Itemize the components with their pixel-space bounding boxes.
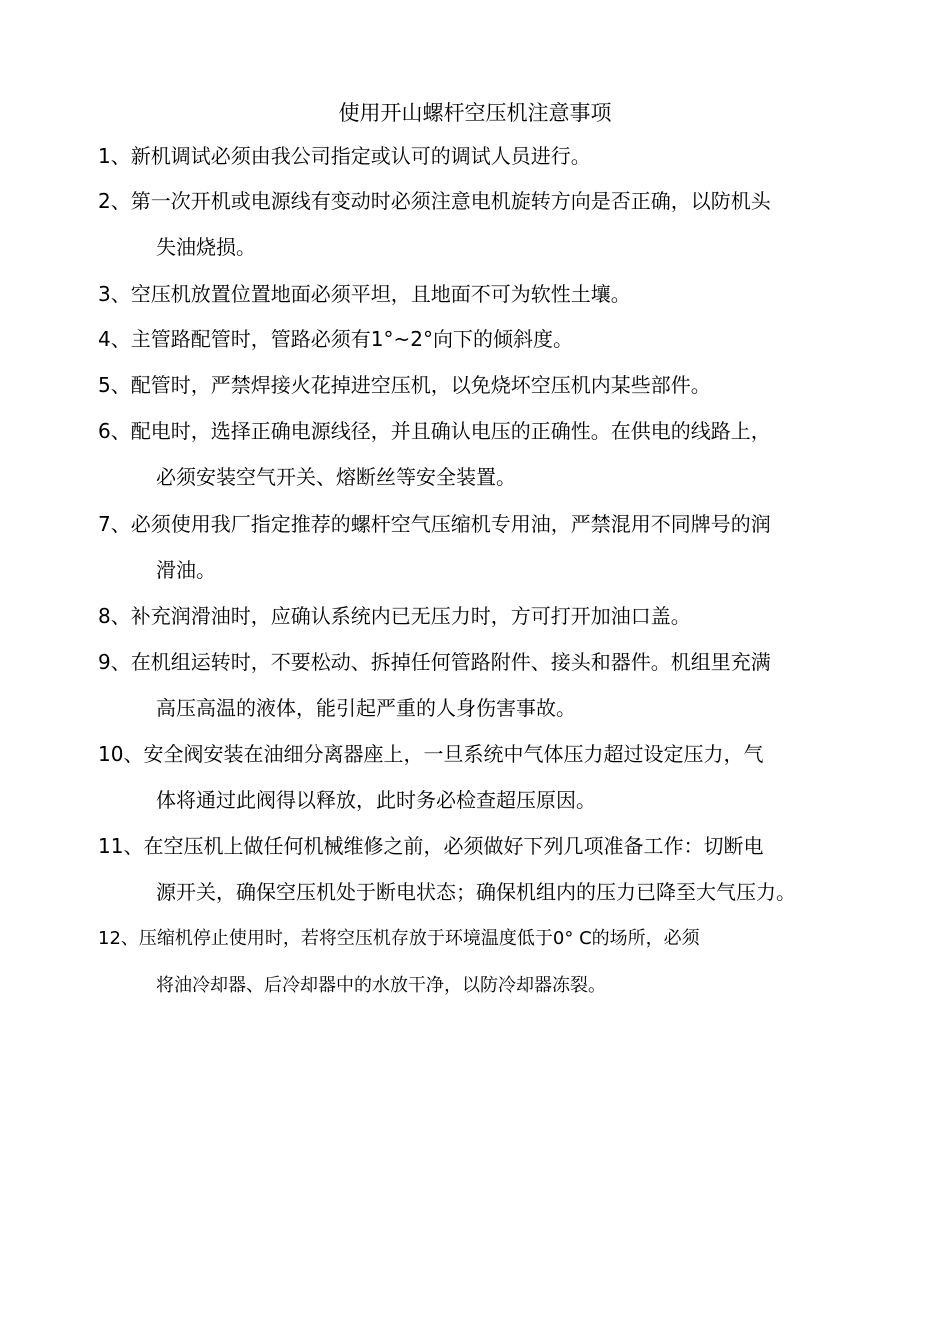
document-title: 使用开山螺杆空压机注意事项 (338, 101, 612, 125)
item-7-number: 7、 (98, 512, 131, 536)
item-12-text: 压缩机停止使用时，若将空压机存放于环境温度低于0° C的场所，必须 (138, 928, 700, 949)
item-11-line-1 (98, 831, 763, 861)
item-1-number: 1、 (98, 144, 131, 168)
item-10-text: 安全阀安装在油细分离器座上，一旦系统中气体压力超过设定压力，气 (143, 742, 764, 766)
item-6-line-2: 必须安装空气开关、熔断丝等安全装置。 (156, 465, 516, 489)
item-5-number: 5、 (98, 373, 131, 397)
item-9-line-2: 高压高温的液体，能引起严重的人身伤害事故。 (156, 696, 576, 720)
item-2-line-2: 失油烧损。 (156, 235, 256, 259)
item-2-line-1 (98, 186, 771, 216)
item-10-line-1 (98, 739, 763, 769)
item-12-number: 12、 (98, 928, 139, 949)
item-6-number: 6、 (98, 419, 131, 443)
item-1-text: 新机调试必须由我公司指定或认可的调试人员进行。 (130, 144, 591, 168)
item-6-line-1 (98, 416, 771, 446)
item-8-number: 8、 (98, 604, 131, 628)
item-9-line-1 (98, 647, 771, 677)
item-5-text: 配管时，严禁焊接火花掉进空压机，以免烧坏空压机内某些部件。 (130, 373, 711, 397)
item-4-number: 4、 (98, 327, 131, 351)
item-4-text: 主管路配管时，管路必须有1°~2°向下的倾斜度。 (130, 327, 573, 351)
item-12-line-2: 将油冷却器、后冷却器中的水放干净，以防冷却器冻裂。 (156, 975, 606, 996)
item-8-text: 补充润滑油时，应确认系统内已无压力时，方可打开加油口盖。 (130, 604, 691, 628)
item-1-line-1 (98, 141, 591, 171)
item-7-text: 必须使用我厂指定推荐的螺杆空气压缩机专用油，严禁混用不同牌号的润 (130, 512, 771, 536)
item-5-line-1 (98, 370, 711, 400)
item-10-line-2: 体将通过此阀得以释放，此时务必检查超压原因。 (156, 788, 596, 812)
item-7-line-1 (98, 509, 771, 539)
item-3-line-1 (98, 279, 631, 309)
item-11-text: 在空压机上做任何机械维修之前，必须做好下列几项准备工作：切断电 (143, 834, 764, 858)
item-12-line-1 (98, 924, 700, 954)
item-7-line-2: 滑油。 (156, 558, 216, 582)
item-11-line-2: 源开关，确保空压机处于断电状态；确保机组内的压力已降至大气压力。 (156, 880, 796, 904)
item-2-number: 2、 (98, 189, 131, 213)
item-6-text: 配电时，选择正确电源线径，并且确认电压的正确性。在供电的线路上， (130, 419, 771, 443)
item-9-number: 9、 (98, 650, 131, 674)
item-2-text: 第一次开机或电源线有变动时必须注意电机旋转方向是否正确，以防机头 (130, 189, 771, 213)
item-3-number: 3、 (98, 282, 131, 306)
item-9-text: 在机组运转时，不要松动、拆掉任何管路附件、接头和器件。机组里充满 (130, 650, 771, 674)
item-10-number: 10、 (98, 742, 144, 766)
item-11-number: 11、 (98, 834, 144, 858)
item-4-line-1 (98, 324, 573, 354)
item-8-line-1 (98, 601, 691, 631)
item-3-text: 空压机放置位置地面必须平坦，且地面不可为软性土壤。 (130, 282, 631, 306)
